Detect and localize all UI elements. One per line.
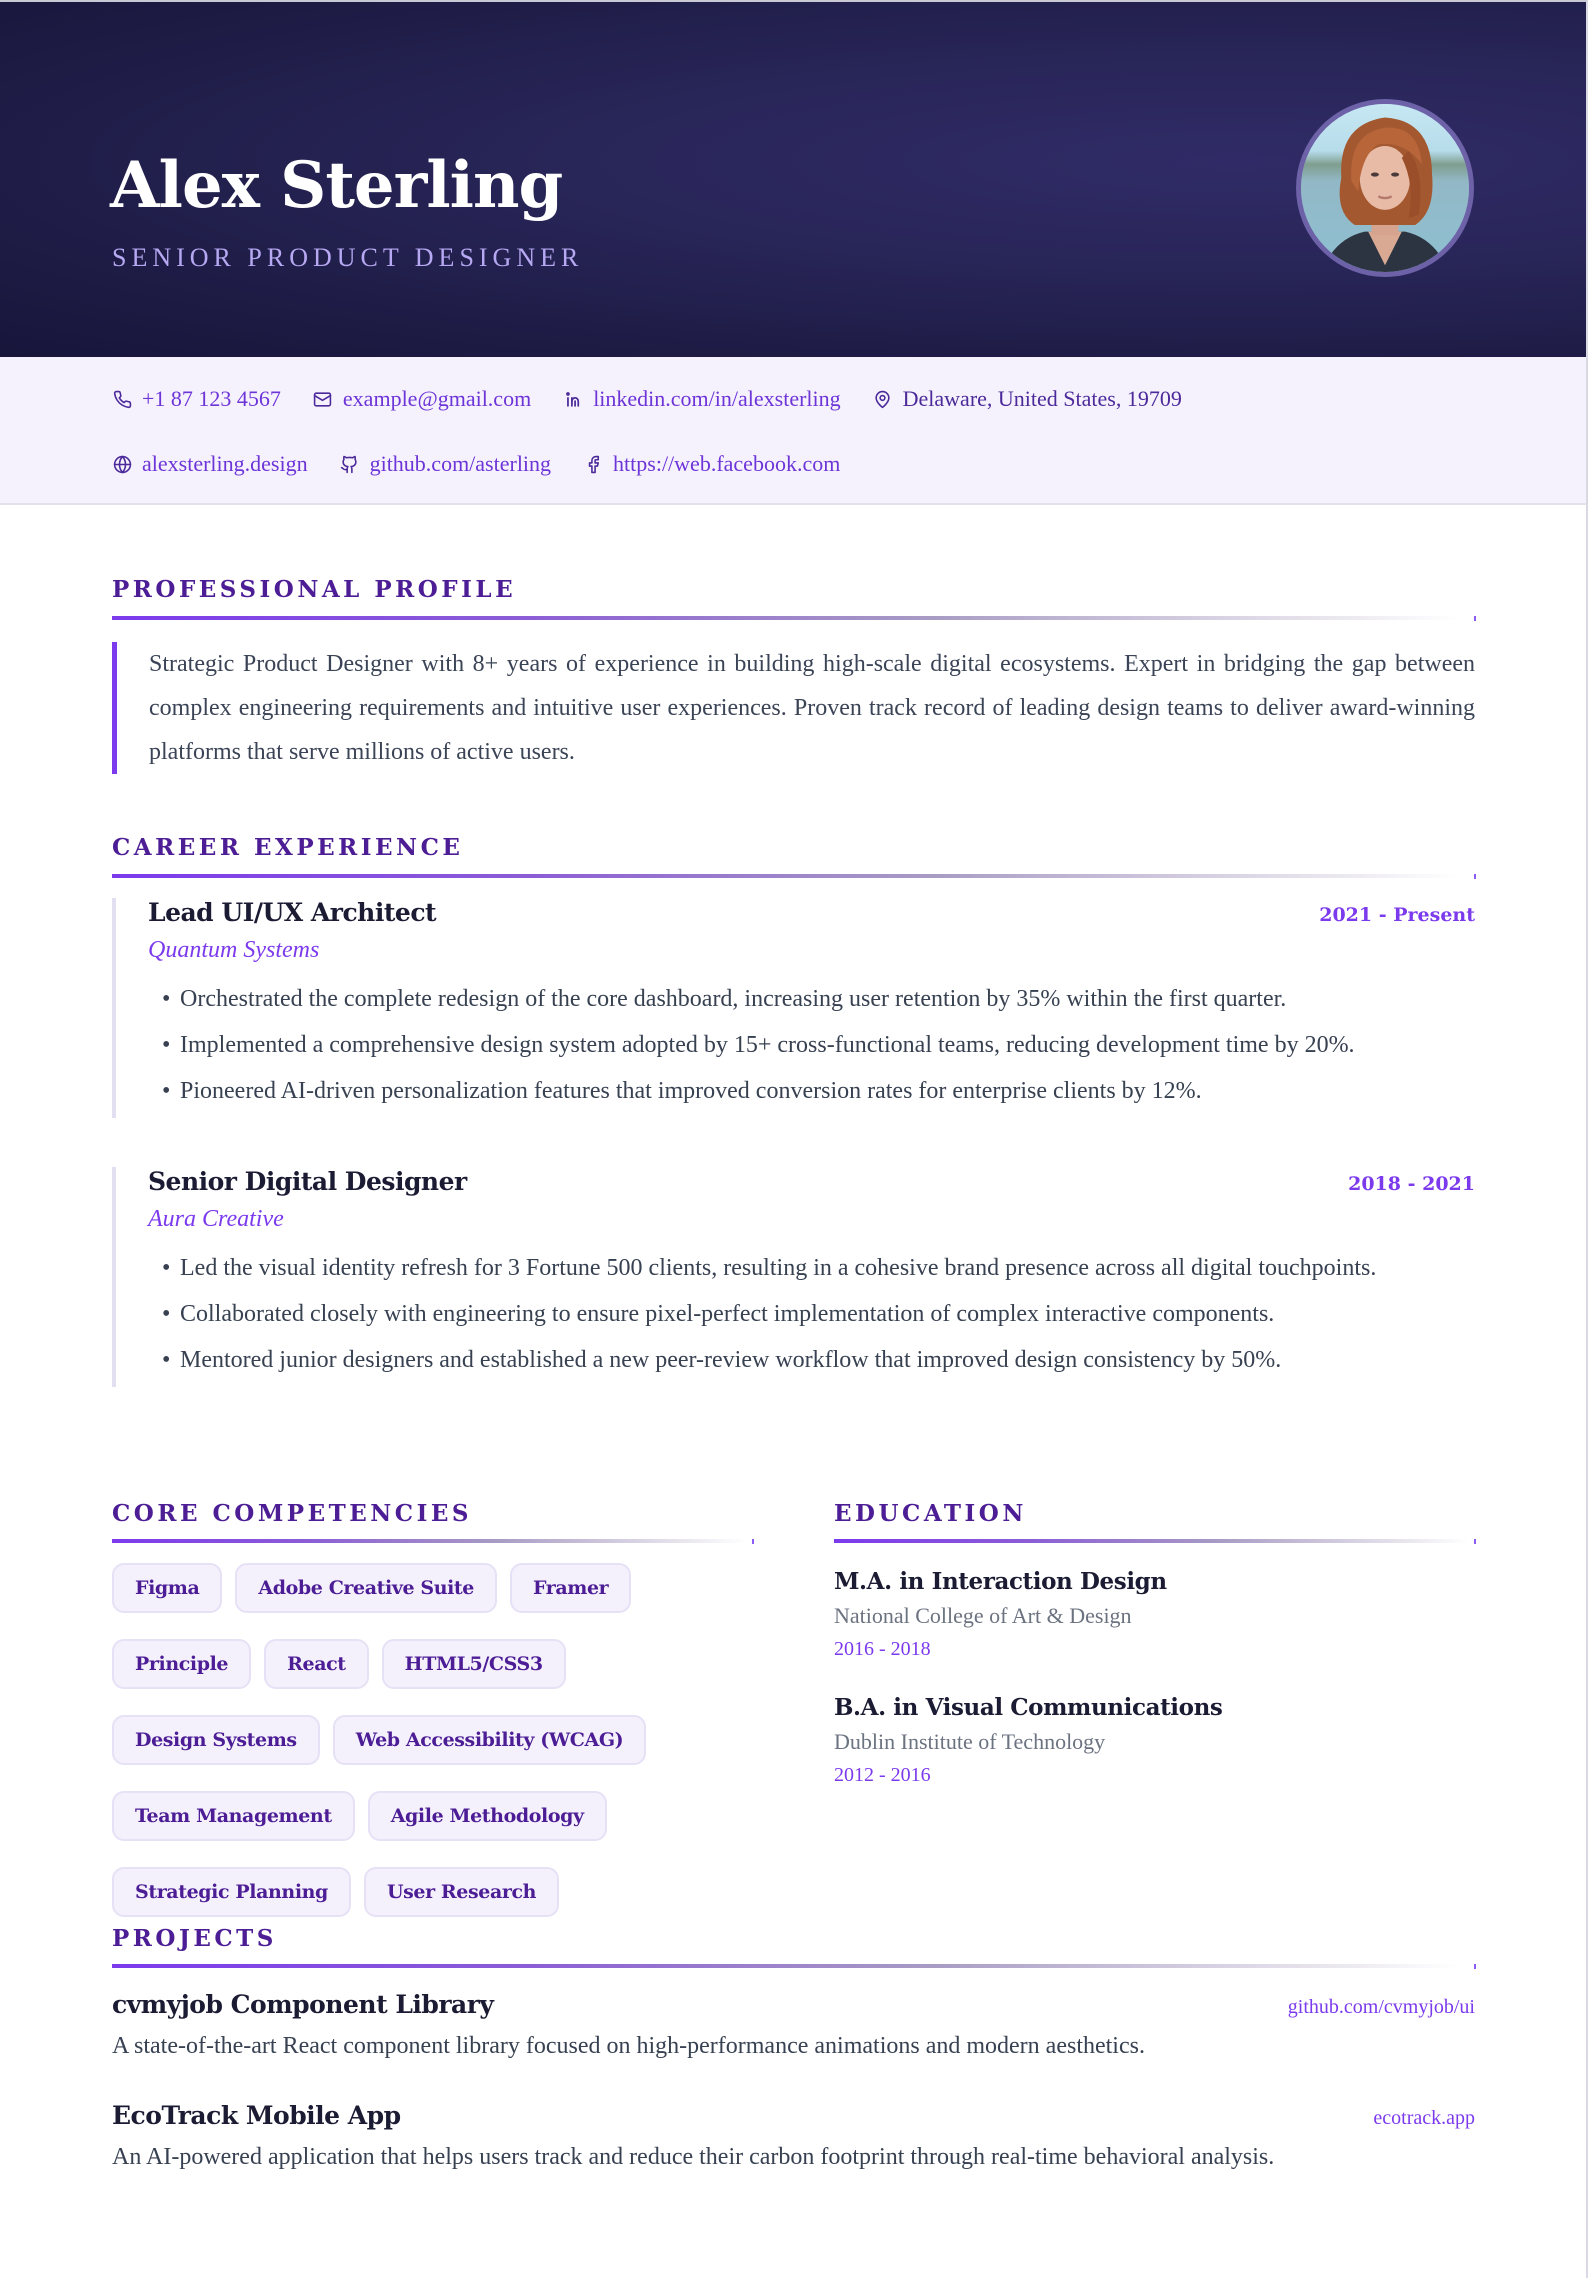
competency-chip: React <box>264 1639 369 1689</box>
competency-chip: Design Systems <box>112 1715 320 1765</box>
achievement-item: • Orchestrated the complete redesign of the core dashboard, increasing user retention by 35% within the first quarter. <box>148 980 1475 1019</box>
contact-facebook[interactable] <box>583 448 840 480</box>
project-title: cvmyjob Component Library <box>112 1990 494 2019</box>
location-icon <box>873 389 893 409</box>
contact-email[interactable] <box>313 383 531 415</box>
job-company: Quantum Systems <box>148 937 320 963</box>
contact-linkedin-text: linkedin.com/in/alexsterling <box>593 386 841 411</box>
candidate-name: Alex Sterling <box>110 148 563 223</box>
contact-row-1 <box>112 383 1214 415</box>
competency-chip: Figma <box>112 1563 222 1613</box>
job-title: Lead UI/UX Architect <box>148 898 437 927</box>
profile-summary: Strategic Product Designer with 8+ years of experience in building high-scale digital ecosystems. Expert in bridging the gap between complex engineering requirements and intuitive user experiences. Proven track record of leading design teams to deliver award-winning platforms that serve millions of active users. <box>112 642 1475 774</box>
job-title: Senior Digital Designer <box>148 1167 467 1196</box>
achievement-item: • Collaborated closely with engineering to ensure pixel-perfect implementation of complex interactive components. <box>148 1295 1408 1334</box>
contact-website-text: alexsterling.design <box>142 451 308 476</box>
section-divider <box>112 874 1475 878</box>
project-title: EcoTrack Mobile App <box>112 2101 401 2130</box>
job-company: Aura Creative <box>148 1206 284 1232</box>
competency-chip: Strategic Planning <box>112 1867 351 1917</box>
avatar-photo-icon <box>1301 104 1469 272</box>
contact-phone-text: +1 87 123 4567 <box>142 386 281 411</box>
education-years: 2016 - 2018 <box>834 1638 931 1660</box>
contact-row-2 <box>112 448 872 480</box>
project-description: An AI-powered application that helps users track and reduce their carbon footprint through real-time behavioral analysis. <box>112 2144 1275 2170</box>
globe-icon <box>112 454 132 474</box>
contact-github[interactable] <box>340 448 551 480</box>
github-icon <box>340 454 360 474</box>
degree-title: M.A. in Interaction Design <box>834 1568 1167 1595</box>
section-title-projects: PROJECTS <box>112 1925 277 1952</box>
contact-location-text: Delaware, United States, 19709 <box>902 386 1182 411</box>
job-dates: 2021 - Present <box>1319 904 1475 926</box>
project-entry <box>112 2101 1475 2171</box>
job-dates: 2018 - 2021 <box>1348 1173 1475 1195</box>
competency-chip: Principle <box>112 1639 251 1689</box>
achievement-item: • Mentored junior designers and established a new peer-review workflow that improved design consistency by 50%. <box>148 1341 1408 1380</box>
resume-header <box>0 2 1586 357</box>
job-achievements <box>148 980 1475 1111</box>
achievement-item: • Implemented a comprehensive design system adopted by 15+ cross-functional teams, reducing development time by 20%. <box>148 1026 1475 1065</box>
competency-chip: Web Accessibility (WCAG) <box>333 1715 647 1765</box>
phone-icon <box>112 389 132 409</box>
achievement-item: • Led the visual identity refresh for 3 Fortune 500 clients, resulting in a cohesive brand presence across all digital touchpoints. <box>148 1249 1408 1288</box>
section-divider <box>834 1539 1475 1543</box>
competency-chip: HTML5/CSS3 <box>382 1639 566 1689</box>
section-title-education: EDUCATION <box>834 1500 1027 1527</box>
achievement-item: • Pioneered AI-driven personalization features that improved conversion rates for enterprise clients by 12%. <box>148 1072 1475 1111</box>
experience-entry <box>112 898 1475 1118</box>
competency-chip: Framer <box>510 1563 631 1613</box>
competency-chip: Agile Methodology <box>368 1791 607 1841</box>
section-title-profile: PROFESSIONAL PROFILE <box>112 576 517 603</box>
education-entry <box>834 1694 1475 1787</box>
education-years: 2012 - 2016 <box>834 1764 931 1786</box>
contact-email-text: example@gmail.com <box>342 386 532 411</box>
competency-chip: User Research <box>364 1867 559 1917</box>
contact-phone[interactable] <box>112 383 281 415</box>
section-divider <box>112 616 1475 620</box>
school-name: National College of Art & Design <box>834 1603 1132 1628</box>
section-title-competencies: CORE COMPETENCIES <box>112 1500 472 1527</box>
section-title-experience: CAREER EXPERIENCE <box>112 834 464 861</box>
competency-list <box>112 1563 762 1917</box>
degree-title: B.A. in Visual Communications <box>834 1694 1223 1721</box>
avatar <box>1296 99 1474 277</box>
contact-linkedin[interactable] <box>563 383 840 415</box>
job-achievements <box>148 1249 1408 1380</box>
competency-chip: Adobe Creative Suite <box>235 1563 497 1613</box>
project-link[interactable]: github.com/cvmyjob/ui <box>1287 1996 1475 2018</box>
project-description: A state-of-the-art React component library focused on high-performance animations and modern aesthetics. <box>112 2033 1145 2059</box>
contact-facebook-text: https://web.facebook.com <box>613 451 841 476</box>
contact-website[interactable] <box>112 448 308 480</box>
contact-bar <box>0 357 1586 505</box>
section-divider <box>112 1964 1475 1968</box>
contact-location <box>873 383 1182 415</box>
facebook-icon <box>583 454 603 474</box>
project-link[interactable]: ecotrack.app <box>1373 2107 1475 2129</box>
competency-chip: Team Management <box>112 1791 355 1841</box>
education-entry <box>834 1568 1475 1661</box>
section-divider <box>112 1539 753 1543</box>
school-name: Dublin Institute of Technology <box>834 1729 1106 1754</box>
contact-github-text: github.com/asterling <box>369 451 552 476</box>
project-entry <box>112 1990 1475 2060</box>
mail-icon <box>313 389 333 409</box>
candidate-role: SENIOR PRODUCT DESIGNER <box>112 243 584 272</box>
experience-entry <box>112 1167 1475 1387</box>
linkedin-icon <box>563 389 583 409</box>
